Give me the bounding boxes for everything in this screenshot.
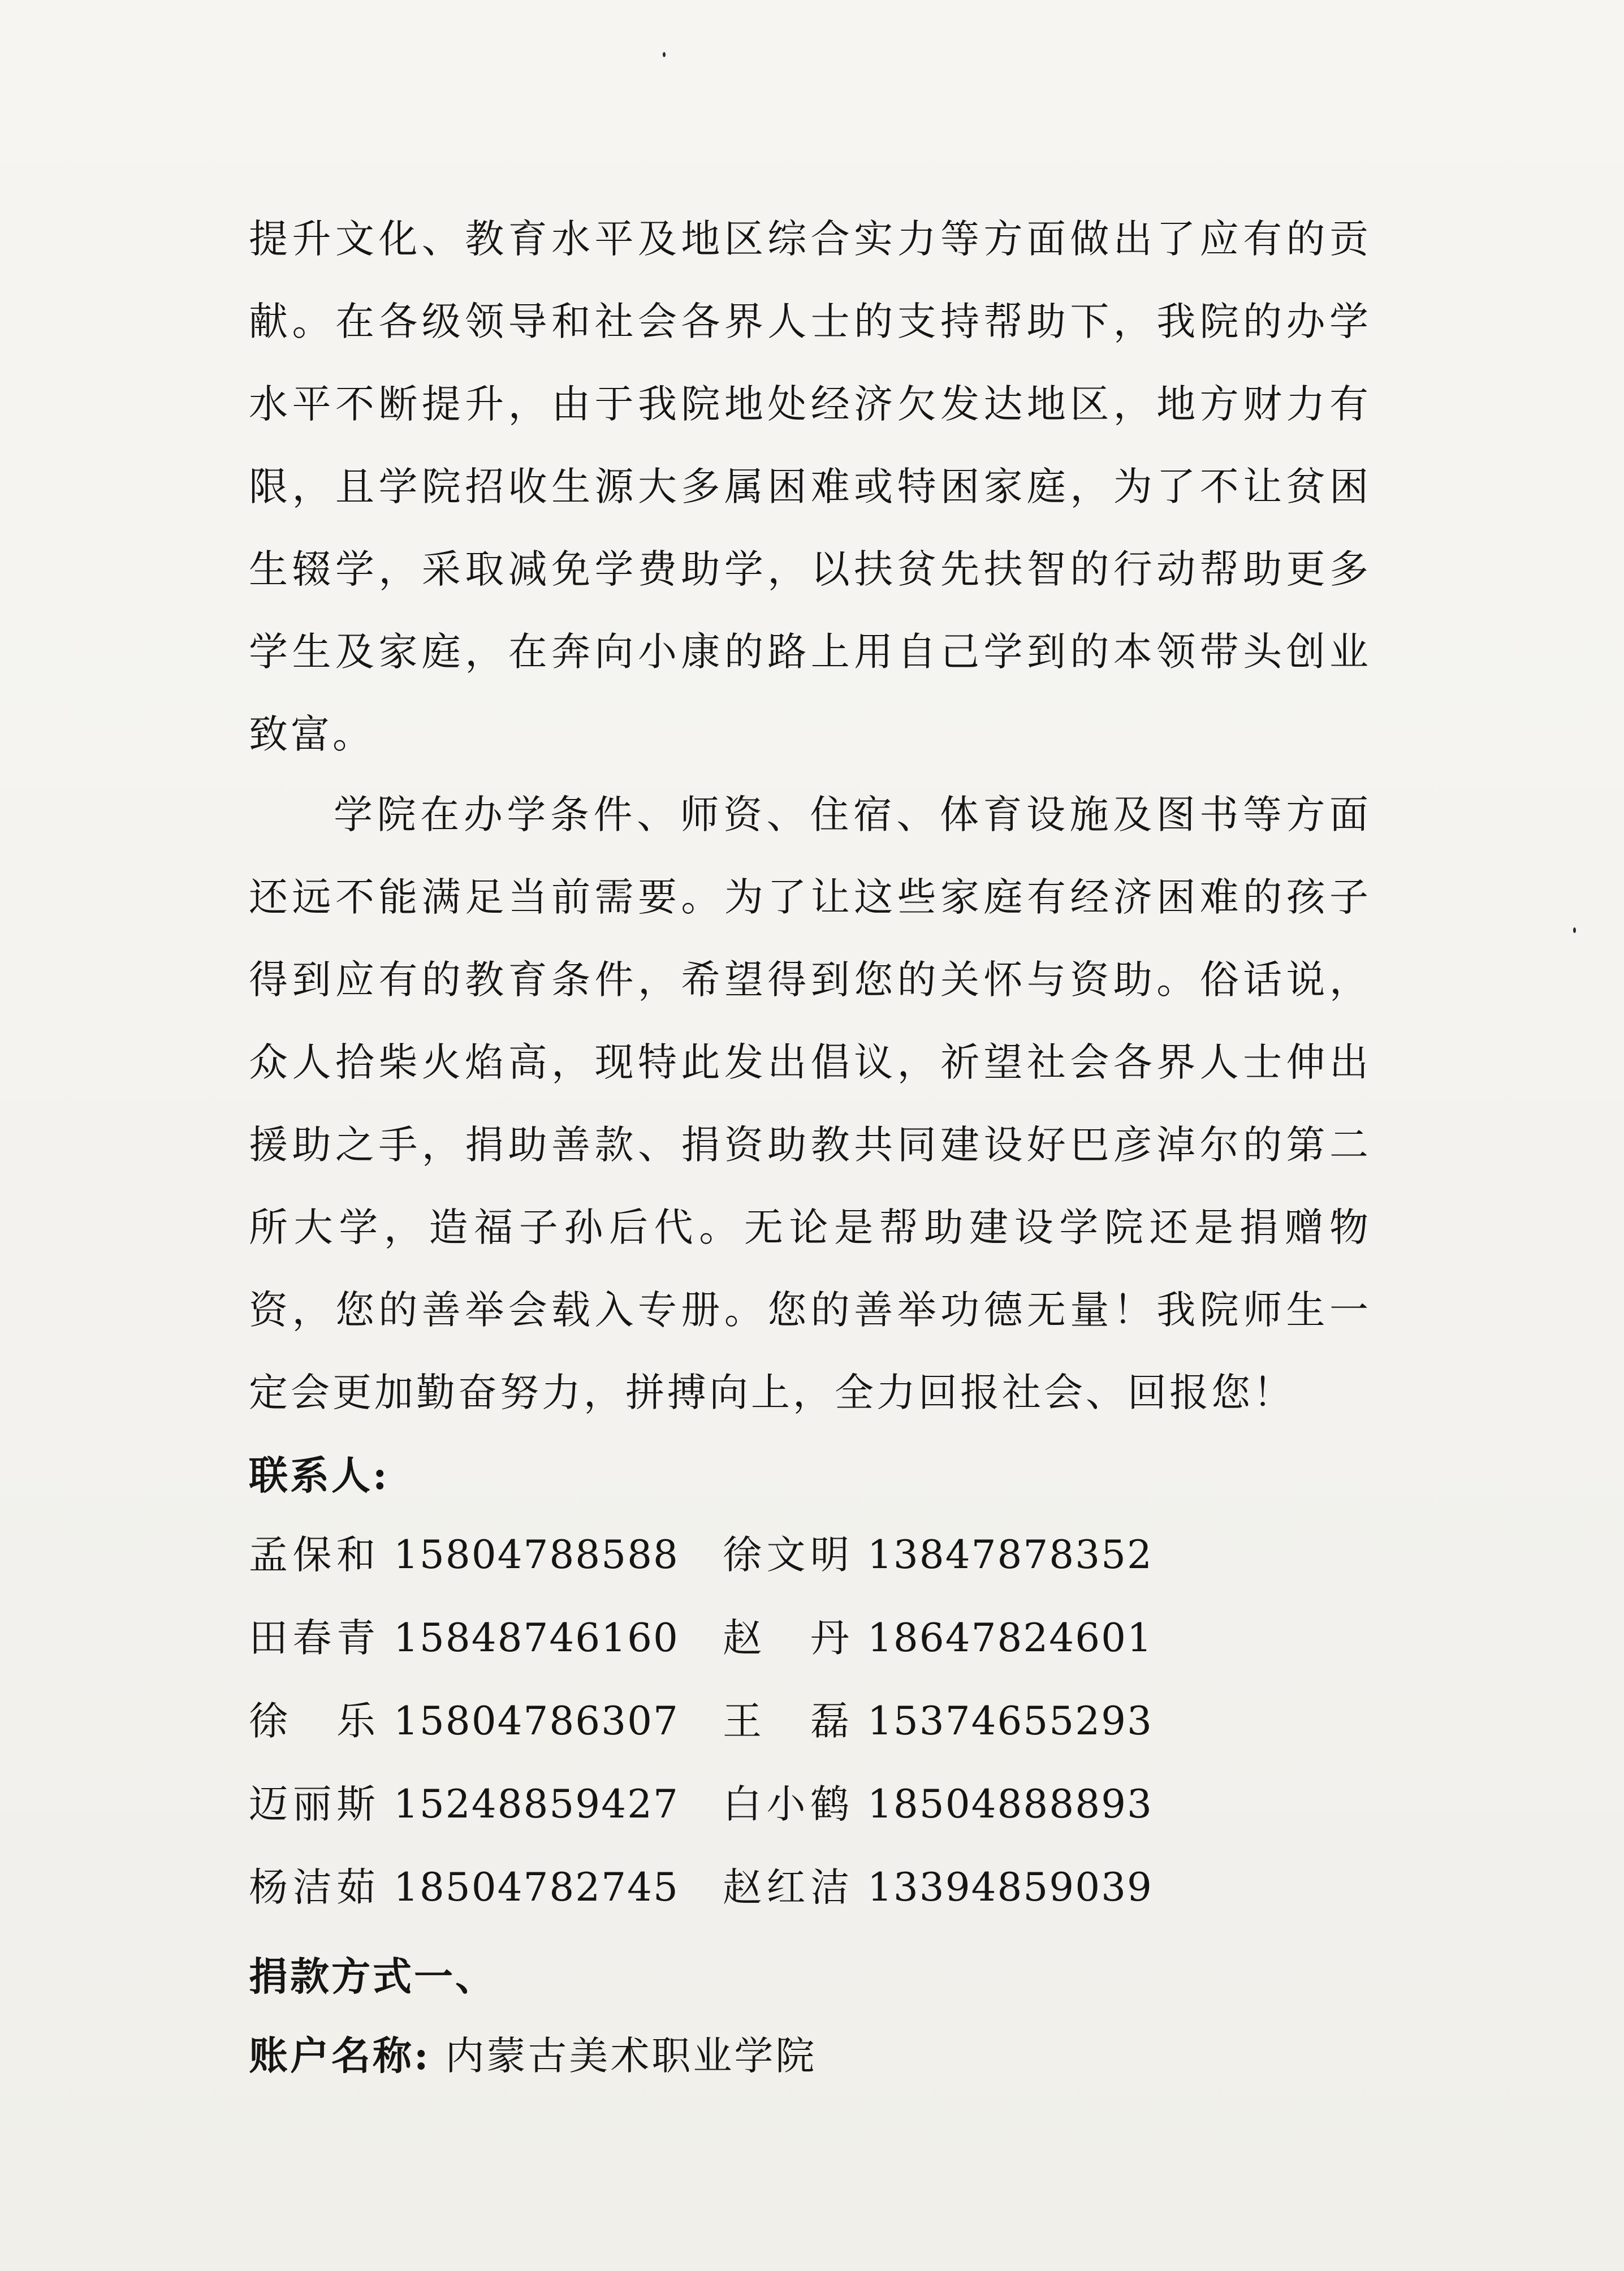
contact-row — [249, 1859, 1182, 1942]
contact-name: 白小鹤 — [723, 1782, 852, 1827]
contact-phone: 15804786307 — [394, 1699, 679, 1744]
donation-method-heading: 捐款方式一、 — [249, 1954, 496, 2000]
contact-phone: 13394859039 — [867, 1865, 1153, 1910]
contact-phone: 18647824601 — [867, 1616, 1153, 1661]
contact-entry — [249, 1776, 679, 1833]
contact-entry — [249, 1527, 679, 1583]
contact-name: 孟保和 — [249, 1532, 378, 1578]
scan-speck — [663, 52, 666, 57]
account-label: 账户名称: — [249, 2033, 431, 2079]
contact-row — [249, 1776, 1182, 1859]
contact-entry — [723, 1776, 1153, 1833]
contact-phone: 15848746160 — [394, 1616, 679, 1661]
contact-phone: 18504782745 — [394, 1865, 679, 1910]
contact-name: 王磊 — [723, 1699, 852, 1744]
account-line — [249, 2028, 817, 2084]
contact-entry — [249, 1610, 679, 1666]
letter-paragraph-1: 提升文化、教育水平及地区综合实力等方面做出了应有的贡献。在各级领导和社会各界人士的支持帮助下，我院的办学水平不断提升，由于我院地处经济欠发达地区，地方财力有限，且学院招收生源大多属困难或特困家庭，为了不让贫困生辍学，采取减免学费助学，以扶贫先扶智的行动帮助更多学生及家庭，在奔向小康的路上用自己学到的本领带头创业致富。 — [249, 217, 1371, 757]
contact-name: 迈丽斯 — [249, 1782, 378, 1827]
contact-entry — [723, 1693, 1153, 1750]
contact-entry — [249, 1693, 679, 1750]
contact-entry — [723, 1527, 1153, 1583]
contact-phone: 15804788588 — [394, 1532, 679, 1578]
contact-name: 赵红洁 — [723, 1865, 852, 1910]
contact-entry — [723, 1859, 1153, 1916]
contacts-heading: 联系人: — [249, 1453, 390, 1499]
scan-speck — [1573, 927, 1576, 933]
contact-name: 杨洁茹 — [249, 1865, 378, 1910]
contact-name: 徐文明 — [723, 1532, 852, 1578]
account-name: 内蒙古美术职业学院 — [445, 2033, 817, 2079]
contact-row — [249, 1610, 1182, 1693]
contact-entry — [723, 1610, 1153, 1666]
contacts-list — [249, 1527, 1182, 1942]
contact-row — [249, 1527, 1182, 1610]
contact-phone: 18504888893 — [867, 1782, 1153, 1827]
contact-name: 赵丹 — [723, 1616, 852, 1661]
contact-phone: 15374655293 — [867, 1699, 1153, 1744]
contact-phone: 15248859427 — [394, 1782, 679, 1827]
contact-name: 田春青 — [249, 1616, 378, 1661]
contact-entry — [249, 1859, 679, 1916]
contact-row — [249, 1693, 1182, 1776]
letter-paragraph-2: 学院在办学条件、师资、住宿、体育设施及图书等方面还远不能满足当前需要。为了让这些家庭有经济困难的孩子得到应有的教育条件，希望得到您的关怀与资助。俗话说，众人拾柴火焰高，现特此发出倡议，祈望社会各界人士伸出援助之手，捐助善款、捐资助教共同建设好巴彦淖尔的第二所大学，造福子孙后代。无论是帮助建设学院还是捐赠物资，您的善举会载入专册。您的善举功德无量！我院师生一定会更加勤奋努力，拼搏向上，全力回报社会、回报您！ — [249, 792, 1371, 1415]
contact-phone: 13847878352 — [867, 1532, 1153, 1578]
contact-name: 徐乐 — [249, 1699, 378, 1744]
